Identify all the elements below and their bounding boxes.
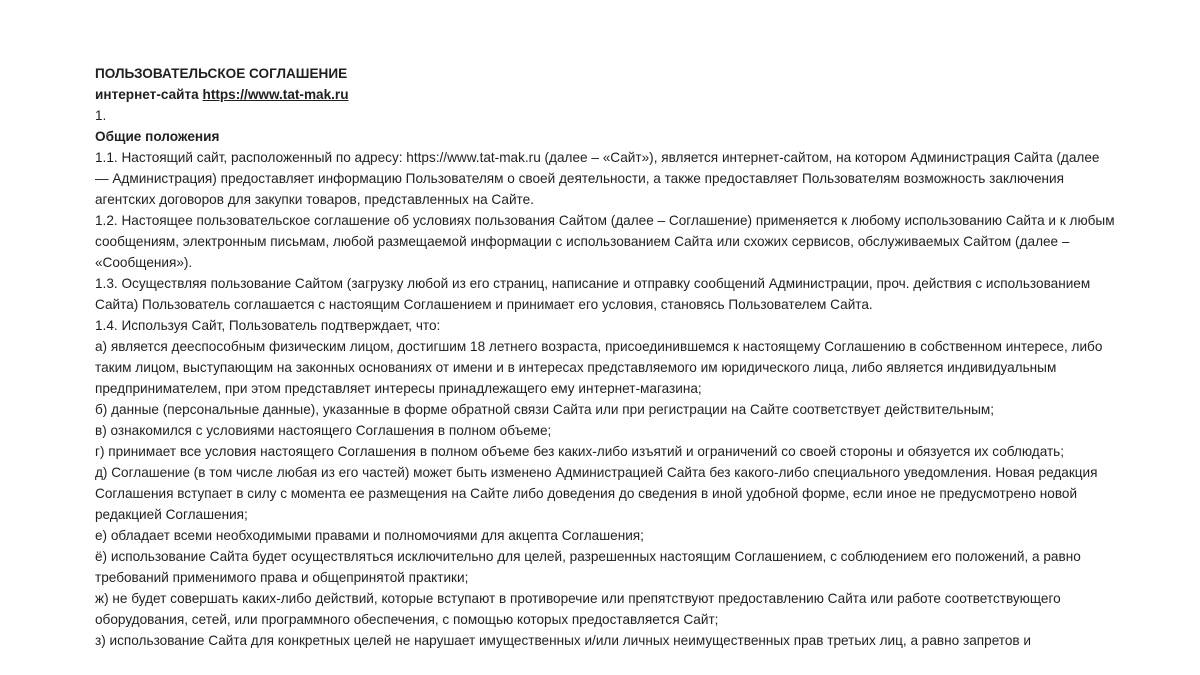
- paragraph-1-4: 1.4. Используя Сайт, Пользователь подтверждает, что:: [95, 318, 441, 333]
- document-body: [95, 63, 1115, 651]
- list-item-g: г) принимает все условия настоящего Соглашения в полном объеме без каких-либо изъятий и ограничений со своей стороны и обязуется их соблюдать;: [95, 444, 1065, 459]
- list-item-a: а) является дееспособным физическим лицом, достигшим 18 летнего возраста, присоединившемся к настоящему Соглашению в собственном интересе, либо таким лицом, выступающим на законных основаниях от имени и в интересах представляемого им юридического лица, либо является индивидуальным предпринимателем, при этом представляет интересы принадлежащего ему интернет-магазина;: [95, 339, 1103, 396]
- paragraph-1-1: 1.1. Настоящий сайт, расположенный по адресу: https://www.tat-mak.ru (далее – «Сайт»), является интернет-сайтом, на котором Администрация Сайта (далее — Администрация) предоставляет информацию Пользователям о своей деятельности, а также предоставляет Пользователям возможность заключения агентских договоров для закупки товаров, представленных на Сайте.: [95, 150, 1100, 207]
- list-item-yo: ё) использование Сайта будет осуществляться исключительно для целей, разрешенных настоящим Соглашением, с соблюдением его положений, а равно требований применимого права и общепринятой практики;: [95, 549, 1081, 585]
- list-item-z: з) использование Сайта для конкретных целей не нарушает имущественных и/или личных неимущественных прав третьих лиц, а равно запретов и: [95, 633, 1032, 648]
- subtitle-prefix: интернет-сайта: [95, 87, 203, 102]
- list-item-zh: ж) не будет совершать каких-либо действий, которые вступают в противоречие или препятствуют предоставлению Сайта или работе соответствующего оборудования, сетей, или программного обеспечения, с помощью которых предоставляется Сайт;: [95, 591, 1061, 627]
- document-subtitle: [95, 84, 1115, 105]
- list-item-e: е) обладает всеми необходимыми правами и полномочиями для акцепта Соглашения;: [95, 528, 644, 543]
- document-title: ПОЛЬЗОВАТЕЛЬСКОЕ СОГЛАШЕНИЕ: [95, 66, 348, 81]
- list-item-d: д) Соглашение (в том числе любая из его частей) может быть изменено Администрацией Сайта без какого-либо специального уведомления. Новая редакция Соглашения вступает в силу с момента ее размещения на Сайте либо доведения до сведения в иной удобной форме, если иное не предусмотрено новой редакцией Соглашения;: [95, 465, 1098, 522]
- paragraph-1-3: 1.3. Осуществляя пользование Сайтом (загрузку любой из его страниц, написание и отправку сообщений Администрации, проч. действия с использованием Сайта) Пользователь соглашается с настоящим Соглашением и принимает его условия, становясь Пользователем Сайта.: [95, 276, 1091, 312]
- paragraph-1-2: 1.2. Настоящее пользовательское соглашение об условиях пользования Сайтом (далее – Соглашение) применяется к любому использованию Сайта и к любым сообщениям, электронным письмам, любой размещаемой информации с использованием Сайта или схожих сервисов, обслуживаемых Сайтом (далее – «Сообщения»).: [95, 213, 1115, 270]
- list-item-b: б) данные (персональные данные), указанные в форме обратной связи Сайта или при регистрации на Сайте соответствует действительным;: [95, 402, 994, 417]
- section-title: Общие положения: [95, 129, 220, 144]
- site-url-link[interactable]: https://www.tat-mak.ru: [202, 87, 349, 102]
- section-number: 1.: [95, 108, 107, 123]
- list-item-v: в) ознакомился с условиями настоящего Соглашения в полном объеме;: [95, 423, 552, 438]
